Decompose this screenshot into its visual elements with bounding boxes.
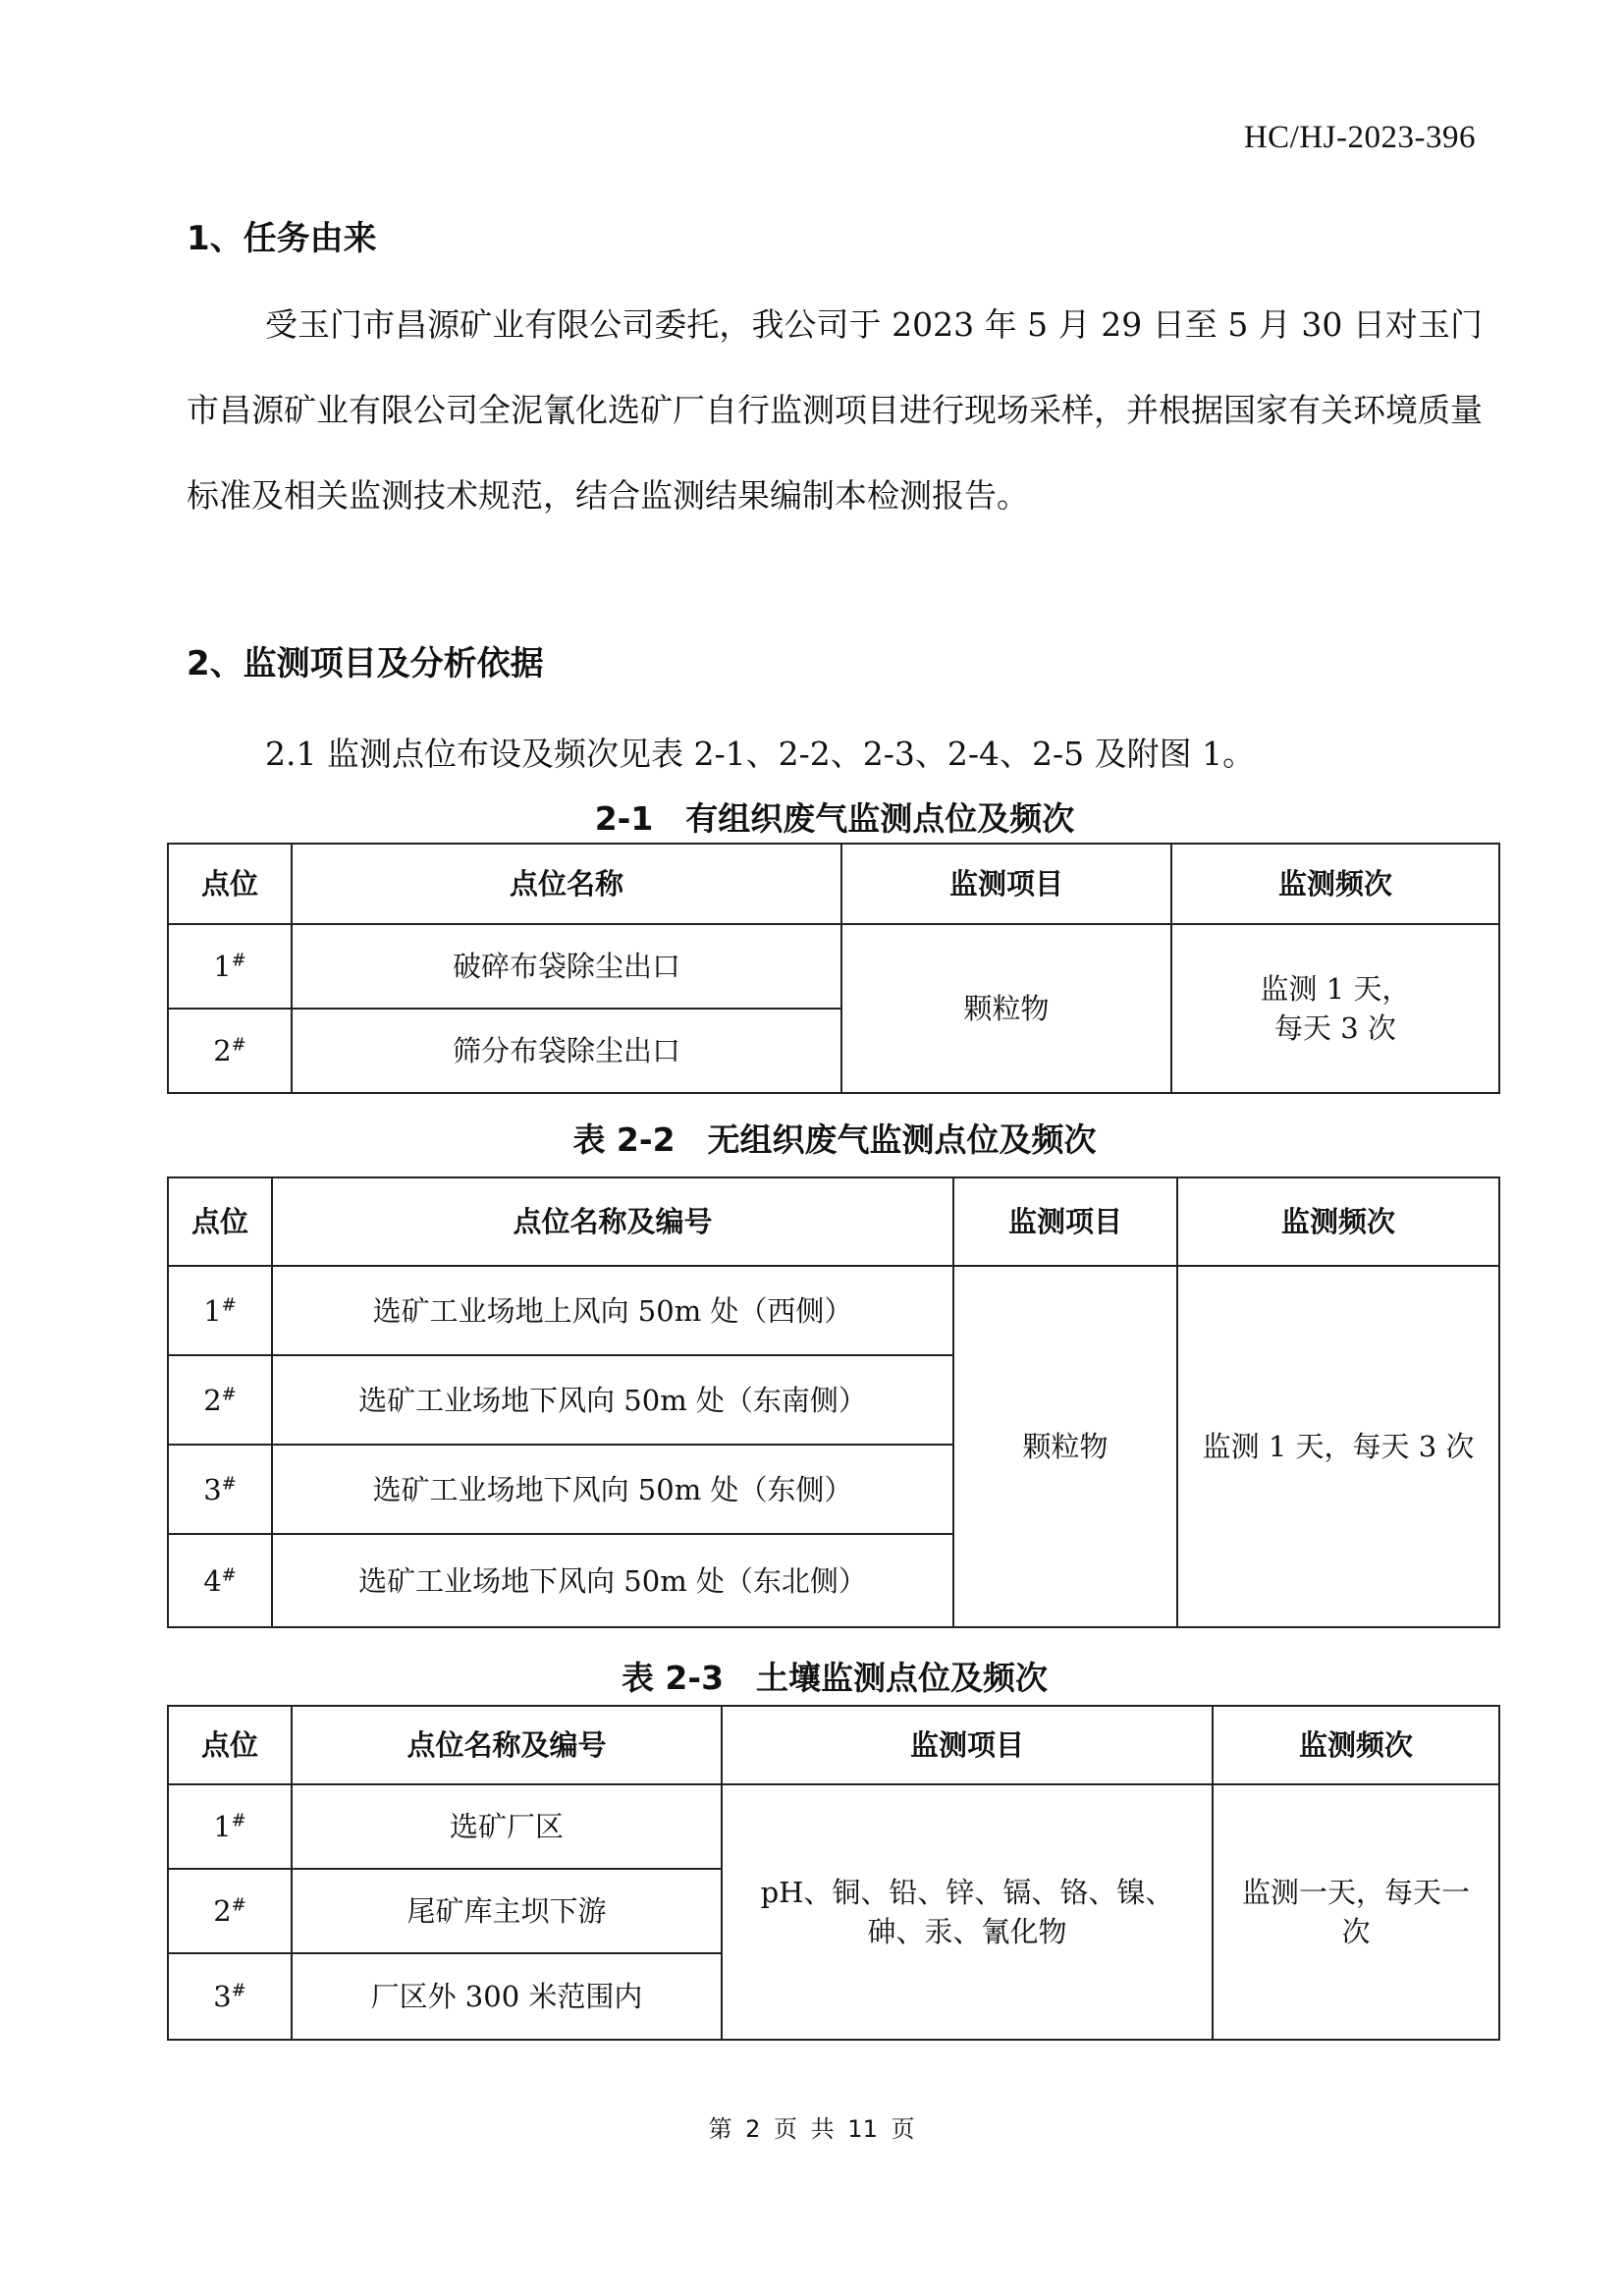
header-point-name: 点位名称及编号: [292, 1706, 722, 1784]
monitor-item-cell: pH、铜、铅、锌、镉、铬、镍、 砷、汞、氰化物: [722, 1784, 1213, 2040]
point-cell: 2#: [168, 1009, 292, 1093]
section-2-heading: 2、监测项目及分析依据: [187, 644, 544, 683]
document-code: HC/HJ-2023-396: [1243, 120, 1476, 155]
point-name-cell: 选矿工业场地上风向 50m 处（西侧）: [272, 1266, 953, 1355]
point-cell: 1#: [168, 1784, 292, 1869]
header-point: 点位: [168, 1706, 292, 1784]
point-cell: 3#: [168, 1445, 272, 1534]
table-2-1: [167, 843, 1500, 1094]
header-monitor-frequency: 监测频次: [1171, 844, 1499, 924]
header-point-name: 点位名称: [292, 844, 841, 924]
section-2-intro: 2.1 监测点位布设及频次见表 2-1、2-2、2-3、2-4、2-5 及附图 1。: [265, 735, 1256, 773]
table-2-2-caption: 表 2-2 无组织废气监测点位及频次: [572, 1121, 1097, 1159]
table-row: [168, 1266, 1499, 1355]
point-cell: 3#: [168, 1953, 292, 2040]
monitor-frequency-cell: 监测一天，每天一 次: [1213, 1784, 1499, 2040]
monitor-item-cell: 颗粒物: [841, 924, 1171, 1093]
point-name-cell: 选矿厂区: [292, 1784, 722, 1869]
point-cell: 1#: [168, 924, 292, 1009]
table-header-row: [168, 1706, 1499, 1784]
monitor-item-cell: 颗粒物: [953, 1266, 1177, 1627]
point-name-cell: 厂区外 300 米范围内: [292, 1953, 722, 2040]
table-2-3: [167, 1705, 1500, 2041]
table-header-row: [168, 844, 1499, 924]
header-monitor-item: 监测项目: [841, 844, 1171, 924]
point-cell: 2#: [168, 1869, 292, 1953]
point-cell: 2#: [168, 1355, 272, 1445]
point-name-cell: 选矿工业场地下风向 50m 处（东侧）: [272, 1445, 953, 1534]
table-2-3-caption: 表 2-3 土壤监测点位及频次: [621, 1659, 1049, 1697]
table-2-1-caption: 2-1 有组织废气监测点位及频次: [594, 799, 1075, 838]
header-monitor-item: 监测项目: [953, 1177, 1177, 1266]
point-name-cell: 破碎布袋除尘出口: [292, 924, 841, 1009]
header-monitor-frequency: 监测频次: [1177, 1177, 1499, 1266]
header-monitor-item: 监测项目: [722, 1706, 1213, 1784]
table-2-2: [167, 1176, 1500, 1628]
header-point: 点位: [168, 1177, 272, 1266]
header-point: 点位: [168, 844, 292, 924]
section-1-paragraph: 受玉门市昌源矿业有限公司委托，我公司于 2023 年 5 月 29 日至 5 月 30 日对玉门市昌源矿业有限公司全泥氰化选矿厂自行监测项目进行现场采样，并根据国家有关环境质量标准及相关监测技术规范，结合监测结果编制本检测报告。: [187, 305, 1483, 515]
monitor-frequency-cell: 监测 1 天，每天 3 次: [1177, 1266, 1499, 1627]
table-header-row: [168, 1177, 1499, 1266]
table-row: [168, 924, 1499, 1009]
point-name-cell: 选矿工业场地下风向 50m 处（东北侧）: [272, 1534, 953, 1627]
point-name-cell: 选矿工业场地下风向 50m 处（东南侧）: [272, 1355, 953, 1445]
point-cell: 4#: [168, 1534, 272, 1627]
point-name-cell: 筛分布袋除尘出口: [292, 1009, 841, 1093]
header-monitor-frequency: 监测频次: [1213, 1706, 1499, 1784]
page-footer: 第 2 页 共 11 页: [708, 2115, 915, 2143]
table-row: [168, 1784, 1499, 1869]
header-point-name: 点位名称及编号: [272, 1177, 953, 1266]
point-name-cell: 尾矿库主坝下游: [292, 1869, 722, 1953]
point-cell: 1#: [168, 1266, 272, 1355]
section-1-heading: 1、任务由来: [187, 219, 377, 258]
monitor-frequency-cell: 监测 1 天， 每天 3 次: [1171, 924, 1499, 1093]
